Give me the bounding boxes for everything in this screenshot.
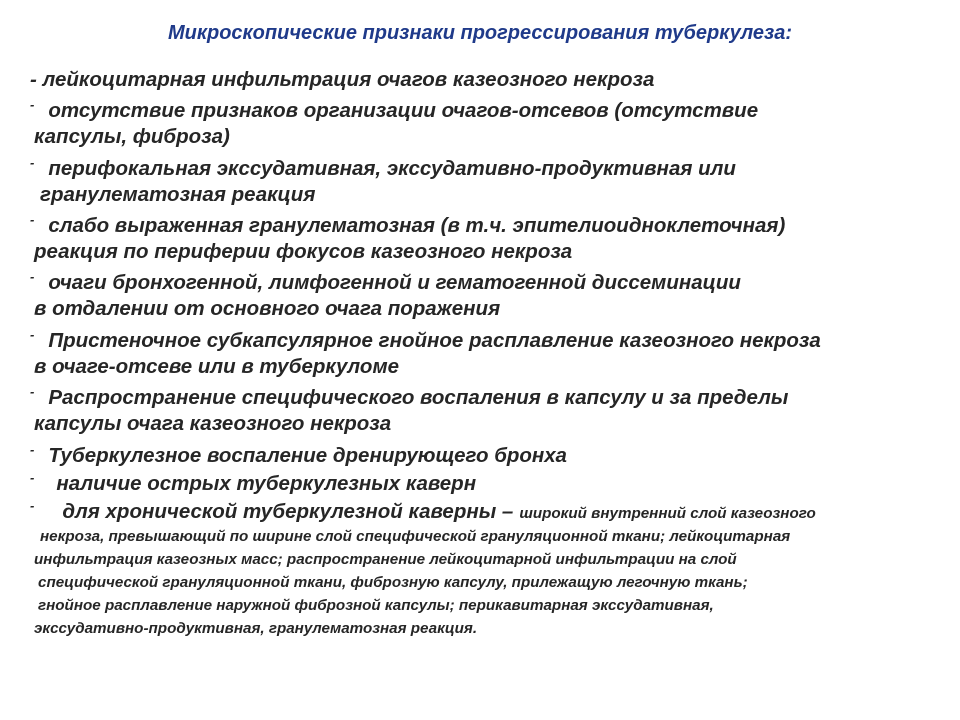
list-item-continuation: реакция по периферии фокусов казеозного некроза bbox=[34, 240, 573, 263]
list-item-detail-line: некроза, превышающий по ширине слой специфической грануляционной ткани; лейкоцитарная bbox=[40, 528, 791, 545]
list-item bbox=[30, 97, 758, 123]
list-item bbox=[30, 68, 654, 92]
slide-title: Микроскопические признаки прогрессирования туберкулеза: bbox=[167, 22, 793, 44]
list-item-text: слабо выраженная гранулематозная (в т.ч. эпителиоидноклеточная) bbox=[48, 214, 786, 237]
list-item bbox=[30, 212, 785, 238]
list-item-text: наличие острых туберкулезных каверн bbox=[56, 472, 477, 495]
list-item bbox=[30, 470, 476, 496]
list-item-detail-line: инфильтрация казеозных масс; распространение лейкоцитарной инфильтрации на слой bbox=[34, 551, 737, 568]
bullet-dash: - bbox=[30, 269, 35, 284]
list-item-text: отсутствие признаков организации очагов-отсевов (отсутствие bbox=[48, 99, 759, 122]
list-item-continuation: капсулы, фиброза) bbox=[34, 125, 230, 148]
list-item-text: Туберкулезное воспаление дренирующего бронха bbox=[48, 444, 567, 467]
bullet-dash: - bbox=[30, 498, 35, 513]
list-item-lead-tail: широкий внутренний слой казеозного bbox=[519, 505, 816, 522]
list-item bbox=[30, 384, 788, 410]
list-item bbox=[30, 155, 736, 181]
list-item-text: Пристеночное субкапсулярное гнойное расплавление казеозного некроза bbox=[48, 329, 821, 352]
list-item-continuation: в очаге-отсеве или в туберкуломе bbox=[34, 355, 400, 378]
list-item-text: очаги бронхогенной, лимфогенной и гематогенной диссеминации bbox=[48, 271, 741, 294]
list-item-continuation: в отдалении от основного очага поражения bbox=[34, 297, 501, 320]
bullet-dash: - bbox=[30, 442, 35, 457]
list-item-lead: для хронической туберкулезной каверны – bbox=[62, 500, 514, 523]
bullet-dash: - bbox=[30, 327, 35, 342]
list-item-text: перифокальная экссудативная, экссудативно-продуктивная или bbox=[48, 157, 736, 180]
bullet-dash: - bbox=[30, 470, 35, 485]
list-item-continuation: капсулы очага казеозного некроза bbox=[34, 412, 392, 435]
list-item-text: Распространение специфического воспаления в капсулу и за пределы bbox=[48, 386, 789, 409]
list-item bbox=[30, 442, 567, 468]
list-item-last bbox=[30, 498, 816, 524]
bullet-dash: - bbox=[30, 384, 35, 399]
list-item bbox=[30, 327, 821, 353]
list-item-detail-line: гнойное расплавление наружной фиброзной капсулы; перикавитарная экссудативная, bbox=[38, 597, 714, 614]
list-item bbox=[30, 269, 741, 295]
list-item-text: - лейкоцитарная инфильтрация очагов казеозного некроза bbox=[30, 68, 655, 91]
bullet-dash: - bbox=[30, 212, 35, 227]
bullet-dash: - bbox=[30, 97, 35, 112]
list-item-continuation: гранулематозная реакция bbox=[40, 183, 316, 206]
bullet-dash: - bbox=[30, 155, 35, 170]
list-item-detail-line: экссудативно-продуктивная, гранулематозная реакция. bbox=[34, 620, 478, 637]
list-item-detail-line: специфической грануляционной ткани, фиброзную капсулу, прилежащую легочную ткань; bbox=[38, 574, 748, 591]
